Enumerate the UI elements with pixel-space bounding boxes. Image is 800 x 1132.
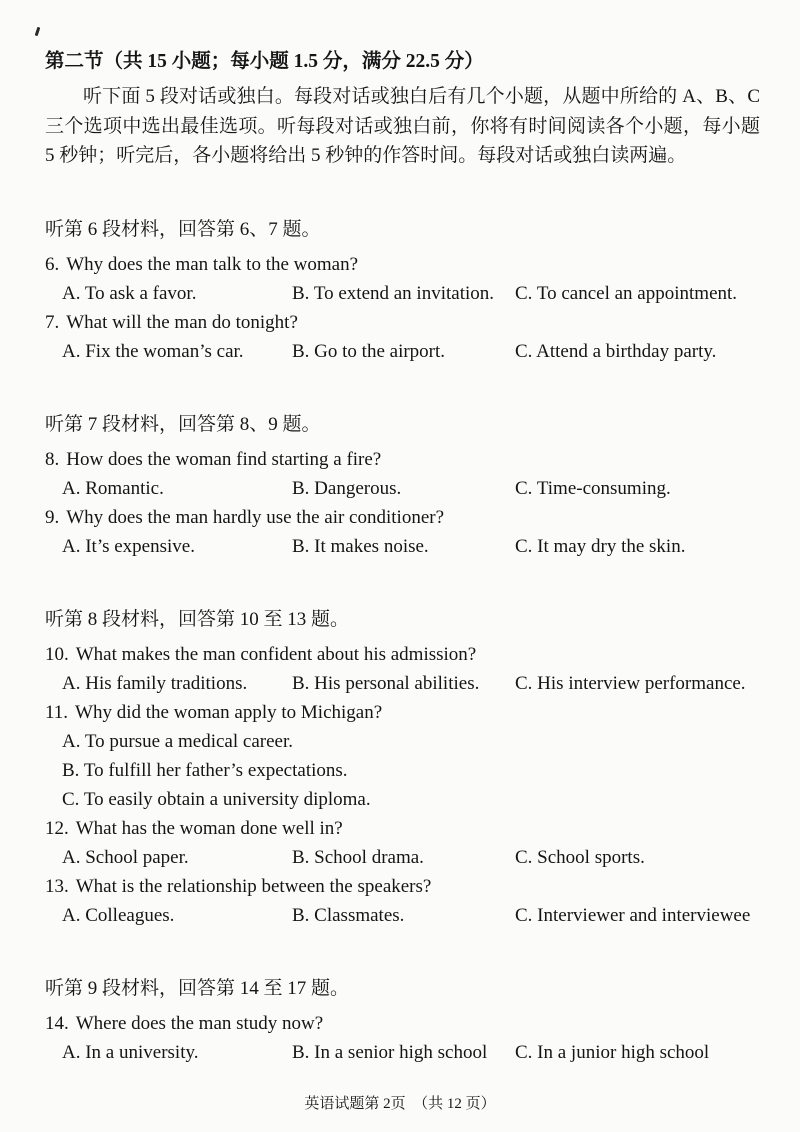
options-row	[45, 532, 760, 561]
question-number: 14.	[45, 1012, 69, 1034]
option-item: C. School sports.	[515, 846, 645, 868]
question-line	[45, 1009, 760, 1038]
option-item: A. Fix the woman’s car.	[62, 340, 244, 362]
question-number: 9.	[45, 506, 60, 528]
option-item: A. Romantic.	[62, 477, 164, 499]
option-item: A. To ask a favor.	[62, 282, 197, 304]
question-text: What makes the man confident about his admission?	[75, 643, 477, 665]
option-item: B. Classmates.	[292, 904, 405, 926]
question-text: How does the woman find starting a fire?	[66, 448, 382, 470]
option-item: C. Time-consuming.	[515, 477, 671, 499]
options-row	[45, 474, 760, 503]
options-row	[45, 1038, 760, 1067]
option-item: C. Attend a birthday party.	[515, 340, 717, 362]
question-number: 10.	[45, 643, 69, 665]
option-item: C. To easily obtain a university diploma.	[62, 788, 371, 810]
question-line	[45, 698, 760, 727]
options-row	[45, 901, 760, 930]
option-item: A. In a university.	[62, 1041, 199, 1063]
option-item: C. Interviewer and interviewee	[515, 904, 751, 926]
material-header: 听第 8 段材料，回答第 10 至 13 题。	[45, 608, 350, 630]
question-text: What has the woman done well in?	[75, 817, 343, 839]
question-line	[45, 308, 760, 337]
option-item: B. In a senior high school	[292, 1041, 488, 1063]
question-line	[45, 445, 760, 474]
option-item: A. School paper.	[62, 846, 189, 868]
options-row	[45, 279, 760, 308]
option-item: B. School drama.	[292, 846, 424, 868]
options-row	[45, 669, 760, 698]
option-item: A. It’s expensive.	[62, 535, 195, 557]
question-number: 11.	[45, 701, 69, 723]
question-text: Why did the woman apply to Michigan?	[75, 701, 383, 723]
question-text: What is the relationship between the speakers?	[75, 875, 432, 897]
option-item: B. To extend an invitation.	[292, 282, 495, 304]
question-number: 7.	[45, 311, 60, 333]
scan-artifact	[35, 27, 41, 36]
option-item: A. To pursue a medical career.	[62, 730, 293, 752]
question-line	[45, 872, 760, 901]
option-item: C. To cancel an appointment.	[515, 282, 738, 304]
material-block-6	[45, 215, 760, 366]
options-row	[45, 337, 760, 366]
option-item: B. To fulfill her father’s expectations.	[62, 759, 348, 781]
question-text: Why does the man talk to the woman?	[66, 253, 359, 275]
question-line	[45, 250, 760, 279]
question-line	[45, 503, 760, 532]
material-block-9	[45, 974, 760, 1067]
option-item: B. Dangerous.	[292, 477, 402, 499]
material-block-8	[45, 605, 760, 930]
option-item: A. His family traditions.	[62, 672, 248, 694]
question-text: Why does the man hardly use the air conditioner?	[66, 506, 445, 528]
options-row	[45, 843, 760, 872]
page-footer: 英语试题第 2页 （共 12 页）	[304, 1096, 496, 1112]
option-item: C. His interview performance.	[515, 672, 746, 694]
question-line	[45, 814, 760, 843]
section-title: 第二节（共 15 小题；每小题 1.5 分，满分 22.5 分）	[45, 51, 484, 72]
material-header: 听第 9 段材料，回答第 14 至 17 题。	[45, 977, 350, 999]
option-item: A. Colleagues.	[62, 904, 175, 926]
instructions-text: 听下面 5 段对话或独白。每段对话或独白后有几个小题，从题中所给的 A、B、C 三个选项中选出最佳选项。听每段对话或独白前，你将有时间阅读各个小题，每小题 5 秒钟；听完后，各小题将给出 5 秒钟的作答时间。每段对话或独白读两遍。	[45, 86, 760, 166]
option-item: C. It may dry the skin.	[515, 535, 686, 557]
options-stacked	[45, 727, 760, 814]
option-item: B. Go to the airport.	[292, 340, 446, 362]
question-number: 13.	[45, 875, 69, 897]
material-header: 听第 7 段材料，回答第 8、9 题。	[45, 413, 321, 435]
question-number: 12.	[45, 817, 69, 839]
question-text: What will the man do tonight?	[66, 311, 298, 333]
question-number: 8.	[45, 448, 60, 470]
material-block-7	[45, 410, 760, 561]
question-line	[45, 640, 760, 669]
material-header: 听第 6 段材料，回答第 6、7 题。	[45, 218, 321, 240]
option-item: C. In a junior high school	[515, 1041, 710, 1063]
question-number: 6.	[45, 253, 60, 275]
option-item: B. It makes noise.	[292, 535, 429, 557]
question-text: Where does the man study now?	[75, 1012, 324, 1034]
option-item: B. His personal abilities.	[292, 672, 480, 694]
